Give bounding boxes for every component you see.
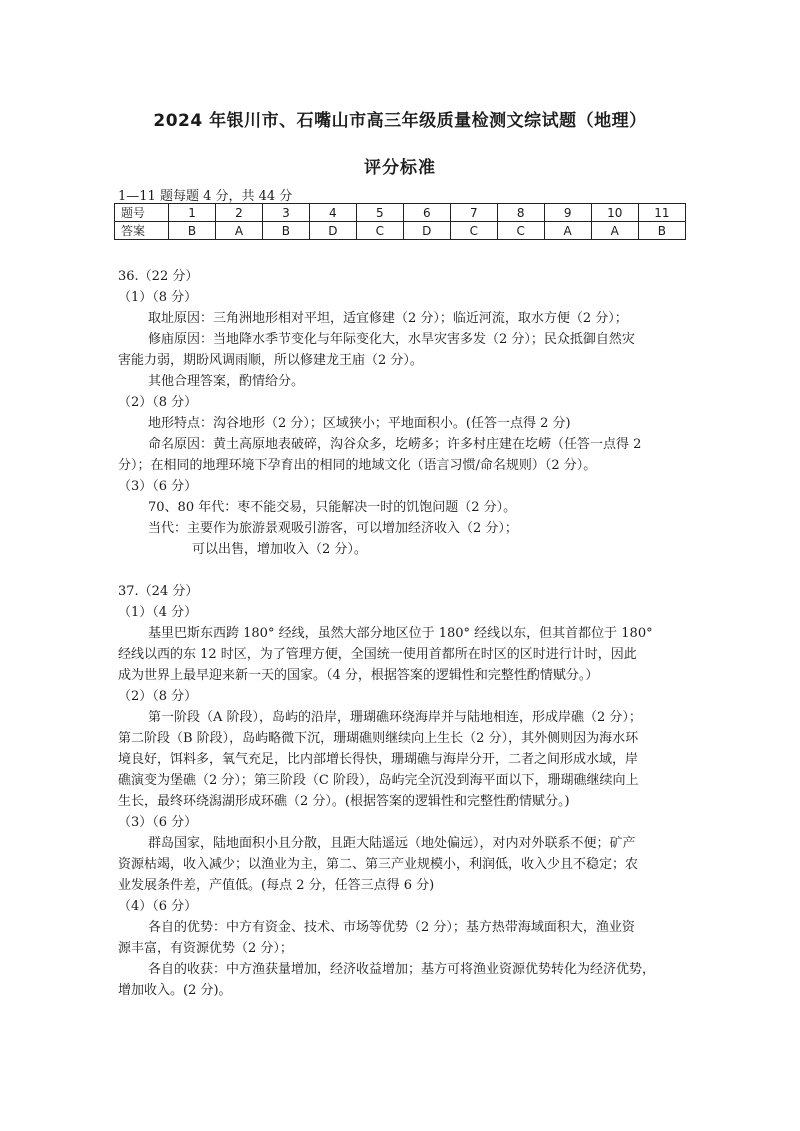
answer-line: 经线以西的东 12 时区，为了管理方便，全国统一使用首都所在时区的区时进行计时，因此	[118, 647, 637, 662]
answer-cell: B	[638, 222, 685, 240]
answer-cell: C	[356, 222, 403, 240]
question-number-cell: 5	[356, 204, 403, 222]
question-number-cell: 1	[169, 204, 216, 222]
answer-line: 生长，最终环绕潟湖形成环礁（2 分）。(根据答案的逻辑性和完整性酌情赋分。)	[118, 794, 570, 809]
answer-line: 可以出售，增加收入（2 分）。	[192, 542, 367, 557]
answer-cell: C	[497, 222, 544, 240]
answer-line: 群岛国家，陆地面积小且分散，且距大陆遥远（地处偏远），对内对外联系不便；矿产	[148, 836, 636, 851]
q36-part1-heading: （1）（8 分）	[118, 290, 198, 305]
q36-part3-heading: （3）（6 分）	[118, 479, 198, 494]
answer-line: 增加收入。(2 分)。	[118, 983, 232, 998]
question-number-cell: 11	[638, 204, 685, 222]
answer-line: 源丰富，有资源优势（2 分）；	[118, 941, 293, 956]
answer-cell: A	[591, 222, 638, 240]
q37-heading: 37.（24 分）	[118, 584, 199, 599]
document-title: 2024 年银川市、石嘴山市高三年级质量检测文综试题（地理）	[153, 111, 647, 131]
answer-cell: A	[544, 222, 591, 240]
answer-line: 业发展条件差，产值低。(每点 2 分，任答三点得 6 分)	[118, 878, 435, 893]
answer-line: 资源枯竭，收入减少；以渔业为主，第二、第三产业规模小，利润低，收入少且不稳定；农	[118, 857, 639, 872]
question-number-cell: 2	[215, 204, 262, 222]
answer-line: 地形特点：沟谷地形（2 分）；区域狭小；平地面积小。(任答一点得 2 分)	[148, 416, 571, 431]
question-number-row	[115, 204, 686, 222]
answer-line: 第二阶段（B 阶段），岛屿略微下沉，珊瑚礁则继续向上生长（2 分），其外侧则因为海水环	[118, 731, 639, 746]
answer-row	[115, 222, 686, 240]
answer-line: 70、80 年代：枣不能交易，只能解决一时的饥饱问题（2 分）。	[148, 500, 517, 515]
answer-line: 第一阶段（A 阶段），岛屿的沿岸，珊瑚礁环绕海岸并与陆地相连，形成岸礁（2 分）；	[148, 710, 642, 725]
answer-line: 当代：主要作为旅游景观吸引游客，可以增加经济收入（2 分）；	[148, 521, 518, 536]
answer-line: 命名原因：黄土高原地表破碎，沟谷众多，圪崂多；许多村庄建在圪崂（任答一点得 2	[148, 437, 642, 452]
answer-table	[114, 203, 686, 240]
q36-part2-heading: （2）（8 分）	[118, 395, 198, 410]
answer-cell: C	[450, 222, 497, 240]
q37-part1-heading: （1）（4 分）	[118, 605, 198, 620]
question-number-cell: 6	[403, 204, 450, 222]
answer-line: 成为世界上最早迎来新一天的国家。（4 分，根据答案的逻辑性和完整性酌情赋分。）	[118, 668, 599, 683]
question-number-cell: 8	[497, 204, 544, 222]
answer-line: 其他合理答案，酌情给分。	[148, 374, 305, 389]
answer-line: 修庙原因：当地降水季节变化与年际变化大，水旱灾害多发（2 分）；民众抵御自然灾	[148, 332, 635, 347]
answer-line: 取址原因：三角洲地形相对平坦，适宜修建（2 分）；临近河流，取水方便（2 分）；	[148, 311, 628, 326]
q36-heading: 36.（22 分）	[118, 269, 199, 284]
question-number-cell: 7	[450, 204, 497, 222]
answer-cell: B	[262, 222, 309, 240]
row-label-question-number: 题号	[115, 204, 169, 222]
answer-line: 各自的收获：中方渔获量增加，经济收益增加；基方可将渔业资源优势转化为经济优势，	[148, 962, 656, 977]
row-label-answer: 答案	[115, 222, 169, 240]
answer-body	[118, 266, 684, 1001]
question-number-cell: 3	[262, 204, 309, 222]
q37-part2-heading: （2）（8 分）	[118, 689, 198, 704]
document-subtitle: 评分标准	[364, 158, 436, 178]
answer-line: 境良好，饵料多，氧气充足，比内部增长得快，珊瑚礁与海岸分开，二者之间形成水域，岸	[118, 752, 639, 767]
answer-line: 各自的优势：中方有资金、技术、市场等优势（2 分）；基方热带海域面积大，渔业资	[148, 920, 635, 935]
q37-part4-heading: （4）（6 分）	[118, 899, 198, 914]
answer-cell: B	[169, 222, 216, 240]
answer-cell: D	[309, 222, 356, 240]
answer-line: 分）；在相同的地理环境下孕育出的相同的地域文化（语言习惯/命名规则）（2 分）。	[118, 458, 597, 473]
answer-line: 礁演变为堡礁（2 分）；第三阶段（C 阶段），岛屿完全沉没到海平面以下，珊瑚礁继续向上	[118, 773, 639, 788]
question-number-cell: 10	[591, 204, 638, 222]
spacer	[118, 560, 684, 581]
multiple-choice-note: 1—11 题每题 4 分，共 44 分	[118, 189, 293, 204]
answer-line: 基里巴斯东西跨 180° 经线，虽然大部分地区位于 180° 经线以东，但其首都位于 180°	[148, 626, 653, 641]
question-number-cell: 4	[309, 204, 356, 222]
answer-cell: D	[403, 222, 450, 240]
q37-part3-heading: （3）（6 分）	[118, 815, 198, 830]
answer-cell: A	[215, 222, 262, 240]
question-number-cell: 9	[544, 204, 591, 222]
answer-line: 害能力弱，期盼风调雨顺，所以修建龙王庙（2 分）。	[118, 353, 423, 368]
